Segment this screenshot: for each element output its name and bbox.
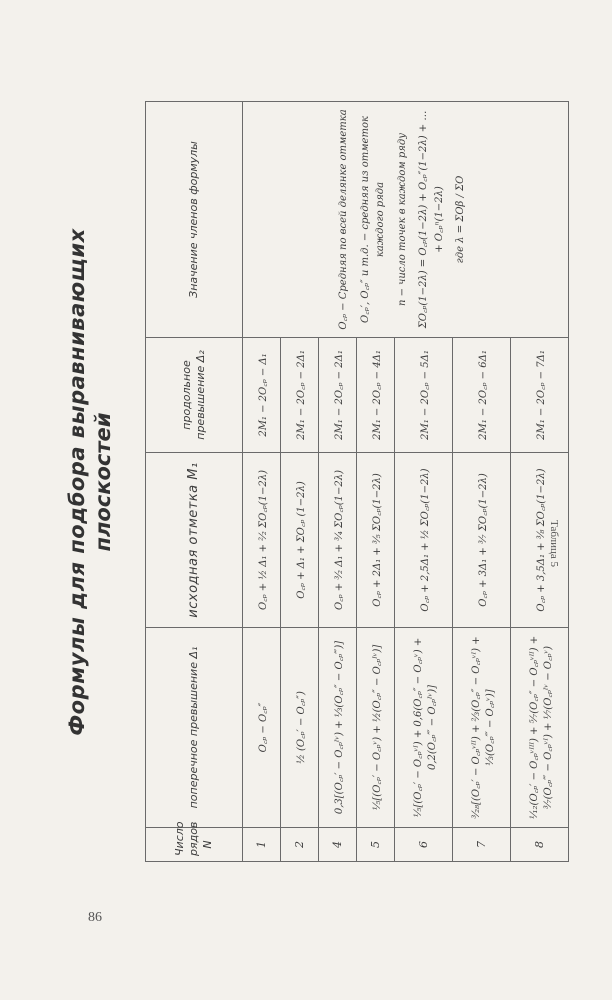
table-header-row (146, 102, 243, 862)
cell-transverse: ½ (O꜀ₚ′ − O꜀ₚ″) (281, 628, 319, 828)
cell-longitudinal: 2M₁ − 2O꜀ₚ − 7Δ₁ (511, 338, 569, 453)
table-row (243, 102, 281, 862)
cell-initial: O꜀ₚ + 3,5Δ₁ + ³⁄₈ ΣO꜀ₚ(1−2λ) (511, 453, 569, 628)
cell-n: 1 (243, 828, 281, 862)
cell-transverse: 0,3[(O꜀ₚ′ − O꜀ₚᴵᵛ) + ⅓(O꜀ₚ″ − O꜀ₚ‴)] (319, 628, 357, 828)
title-line-2: плоскостей (91, 412, 115, 552)
cell-initial: O꜀ₚ + 3Δ₁ + ³⁄₇ ΣO꜀ₚ(1−2λ) (453, 453, 511, 628)
cell-initial: O꜀ₚ + ³⁄₂ Δ₁ + ³⁄₄ ΣO꜀ₚ(1−2λ) (319, 453, 357, 628)
header-transverse: поперечное превышение Δ₁ (146, 628, 243, 828)
meaning-item: O꜀ₚ′, O꜀ₚ″ и т.д. − средняя из отметок каждого ряда (359, 116, 387, 323)
cell-transverse: ³⁄₂₈[(O꜀ₚ′ − O꜀ₚᵛᴵᴵ) + ⅔(O꜀ₚ″ − O꜀ₚᵛᴵ) + ⅓(O꜀ₚ‴ − O꜀ₚᵛ)] (453, 628, 511, 828)
cell-transverse: ¹⁄₁₂(O꜀ₚ′ − O꜀ₚᵛᴵᴵᴵ) + ⁵⁄₇(O꜀ₚ″ − O꜀ₚᵛᴵᴵ) + ³⁄₇(O꜀ₚ‴ − O꜀ₚᵛᴵ) + ⅐(O꜀ₚᴵᵛ − O꜀ₚᵛ) (511, 628, 569, 828)
cell-initial: O꜀ₚ + Δ₁ + ΣO꜀ₚ (1−2λ) (281, 453, 319, 628)
formulas-table (145, 101, 569, 862)
cell-n: 8 (511, 828, 569, 862)
header-initial: исходная отметка M₁ (146, 453, 243, 628)
cell-initial: O꜀ₚ + 2,5Δ₁ + ½ ΣO꜀ₚ(1−2λ) (395, 453, 453, 628)
cell-longitudinal: 2M₁ − 2O꜀ₚ − Δ₁ (243, 338, 281, 453)
table-caption: Таблица 5 (548, 520, 560, 568)
cell-longitudinal: 2M₁ − 2O꜀ₚ − 2Δ₁ (319, 338, 357, 453)
cell-longitudinal: 2M₁ − 2O꜀ₚ − 5Δ₁ (395, 338, 453, 453)
meaning-item: где λ = ΣOβ / ΣO (455, 175, 467, 264)
cell-longitudinal: 2M₁ − 2O꜀ₚ − 6Δ₁ (453, 338, 511, 453)
cell-transverse: ⅕[(O꜀ₚ′ − O꜀ₚᵛᴵ) + 0,6(O꜀ₚ″ − O꜀ₚᵛ) + 0,2(O꜀ₚ‴ − O꜀ₚᴵᵛ)] (395, 628, 453, 828)
cell-longitudinal: 2M₁ − 2O꜀ₚ − 4Δ₁ (357, 338, 395, 453)
page-number: 86 (88, 910, 102, 925)
title-line-1: Формулы для подбора выравнивающих (65, 228, 89, 736)
cell-n: 4 (319, 828, 357, 862)
header-meaning: Значение членов формулы (146, 102, 243, 338)
cell-transverse: ⅕[(O꜀ₚ′ − O꜀ₚᵛ) + ½(O꜀ₚ″ − O꜀ₚᴵᵛ)] (357, 628, 395, 828)
meaning-item: n − число точек в каждом ряду (396, 132, 408, 307)
rotated-table-block (65, 102, 555, 862)
cell-n: 7 (453, 828, 511, 862)
cell-transverse: O꜀ₚ − O꜀ₚ″ (243, 628, 281, 828)
header-rows: Число рядов N (146, 828, 243, 862)
meaning-item: O꜀ₚ − Средняя по всей делянке отметка (338, 109, 350, 330)
cell-initial: O꜀ₚ + 2Δ₁ + ³⁄₅ ΣO꜀ₚ(1−2λ) (357, 453, 395, 628)
header-longitudinal: продольное превышение Δ₂ (146, 338, 243, 453)
cell-n: 2 (281, 828, 319, 862)
cell-n: 6 (395, 828, 453, 862)
table-title (65, 102, 115, 862)
cell-longitudinal: 2M₁ − 2O꜀ₚ − 2Δ₁ (281, 338, 319, 453)
cell-initial: O꜀ₚ + ½ Δ₁ + ²⁄₂ ΣO꜀ₚ(1−2λ) (243, 453, 281, 628)
meaning-item: ΣO꜀ₚ(1−2λ) = O꜀ₚ(1−2λ) + O꜀ₚ″(1−2λ) + … + O꜀ₚⁿ(1−2λ) (418, 110, 445, 329)
cell-meaning (243, 102, 569, 338)
cell-n: 5 (357, 828, 395, 862)
